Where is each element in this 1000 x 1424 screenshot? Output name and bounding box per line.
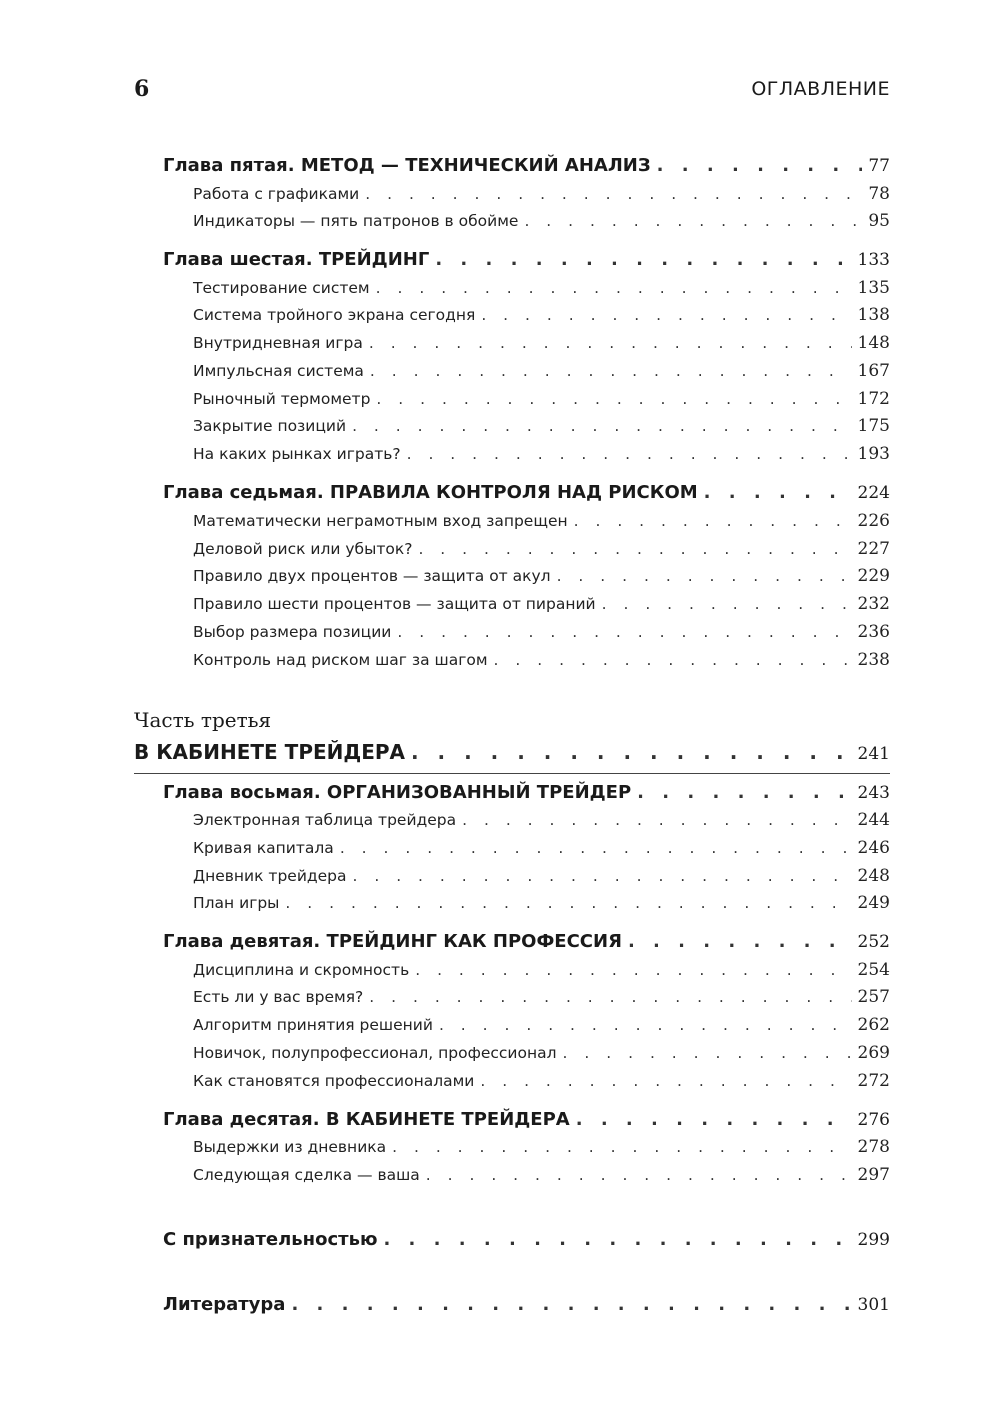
dot-leader — [291, 1294, 851, 1315]
toc-entry-title: Глава седьмая. ПРАВИЛА КОНТРОЛЯ НАД РИСКОМ — [163, 482, 698, 503]
toc-section[interactable] — [193, 1165, 890, 1185]
toc-entry-title: Деловой риск или убыток? — [193, 540, 413, 558]
toc-entry-title: Алгоритм принятия решений — [193, 1016, 433, 1034]
toc-section[interactable] — [193, 1071, 890, 1091]
dot-leader — [392, 1138, 851, 1156]
dot-leader — [637, 782, 851, 803]
toc-section[interactable] — [193, 333, 890, 353]
dot-leader — [370, 362, 852, 380]
dot-leader — [407, 445, 852, 463]
toc-page-number: 95 — [868, 211, 890, 231]
toc-chapter-9[interactable] — [163, 931, 890, 952]
toc-chapter-6[interactable] — [163, 249, 890, 270]
toc-part-3[interactable] — [134, 740, 890, 764]
toc-entry-title: Глава пятая. МЕТОД — ТЕХНИЧЕСКИЙ АНАЛИЗ — [163, 155, 651, 176]
toc-entry-title: План игры — [193, 894, 280, 912]
toc-section[interactable] — [193, 211, 890, 231]
toc-entry-title: Литература — [163, 1294, 286, 1315]
toc-section[interactable] — [193, 650, 890, 670]
toc-page-number: 232 — [857, 594, 890, 614]
toc-entry-title: Система тройного экрана сегодня — [193, 306, 476, 324]
toc-section[interactable] — [193, 622, 890, 642]
toc-entry-title: Внутридневная игра — [193, 334, 363, 352]
toc-section[interactable] — [193, 838, 890, 858]
toc-section[interactable] — [193, 810, 890, 830]
toc-entry-title: Правило двух процентов — защита от акул — [193, 567, 551, 585]
toc-entry-title: Электронная таблица трейдера — [193, 811, 457, 829]
toc-entry-title: Математически неграмотным вход запрещен — [193, 512, 568, 530]
toc-page-number: 299 — [857, 1230, 890, 1250]
dot-leader — [365, 185, 862, 203]
dot-leader — [574, 512, 852, 530]
page-number: 6 — [134, 76, 150, 102]
toc-entry-title: Рыночный термометр — [193, 390, 371, 408]
toc-page-number: 227 — [857, 539, 890, 559]
toc-entry-title: Дисциплина и скромность — [193, 961, 410, 979]
toc-entry-title: Есть ли у вас время? — [193, 988, 364, 1006]
toc-page-number: 297 — [857, 1165, 890, 1185]
dot-leader — [563, 1044, 852, 1062]
toc-section[interactable] — [193, 1137, 890, 1157]
dot-leader — [439, 1016, 852, 1034]
toc-entry-title: Кривая капитала — [193, 839, 334, 857]
dot-leader — [383, 1229, 851, 1250]
toc-entry-title: Закрытие позиций — [193, 417, 347, 435]
toc-page-number: 248 — [857, 866, 890, 886]
toc-page-number: 238 — [857, 650, 890, 670]
toc-section[interactable] — [193, 1015, 890, 1035]
toc-page-number: 78 — [868, 184, 890, 204]
dot-leader — [657, 155, 863, 176]
dot-leader — [557, 567, 852, 585]
toc-entry-title: На каких рынках играть? — [193, 445, 401, 463]
dot-leader — [576, 1109, 852, 1130]
toc-section[interactable] — [193, 444, 890, 464]
toc-page-number: 262 — [857, 1015, 890, 1035]
toc-entry-title: Импульсная система — [193, 362, 364, 380]
running-head: ОГЛАВЛЕНИЕ — [751, 78, 890, 100]
toc-section[interactable] — [193, 389, 890, 409]
toc-entry-title: Глава шестая. ТРЕЙДИНГ — [163, 249, 430, 270]
dot-leader — [602, 595, 852, 613]
dot-leader — [376, 390, 851, 408]
dot-leader — [340, 839, 852, 857]
toc-section[interactable] — [193, 278, 890, 298]
dot-leader — [435, 249, 851, 270]
toc-page-number: 269 — [857, 1043, 890, 1063]
toc-acknowledgments[interactable] — [163, 1229, 890, 1250]
toc-entry-title: Дневник трейдера — [193, 867, 347, 885]
toc-section[interactable] — [193, 893, 890, 913]
toc-entry-title: Новичок, полупрофессионал, профессионал — [193, 1044, 557, 1062]
toc-entry-title: Глава десятая. В КАБИНЕТЕ ТРЕЙДЕРА — [163, 1109, 570, 1130]
toc-page-number: 254 — [857, 960, 890, 980]
toc-entry-title: Глава девятая. ТРЕЙДИНГ КАК ПРОФЕССИЯ — [163, 931, 622, 952]
toc-page-number: 135 — [857, 278, 890, 298]
dot-leader — [369, 988, 851, 1006]
dot-leader — [376, 279, 852, 297]
dot-leader — [285, 894, 851, 912]
dot-leader — [628, 931, 852, 952]
toc-page-number: 241 — [857, 744, 890, 764]
toc-entry-title: Тестирование систем — [193, 279, 370, 297]
dot-leader — [480, 1072, 851, 1090]
toc-section[interactable] — [193, 305, 890, 325]
toc-page-number: 193 — [857, 444, 890, 464]
toc-section[interactable] — [193, 511, 890, 531]
dot-leader — [524, 212, 862, 230]
dot-leader — [415, 961, 851, 979]
part-label: Часть третья — [134, 708, 272, 732]
toc-page-number: 276 — [857, 1110, 890, 1130]
toc-section[interactable] — [193, 1043, 890, 1063]
toc-page-number: 77 — [868, 156, 890, 176]
toc-entry-title: Контроль над риском шаг за шагом — [193, 651, 488, 669]
dot-leader — [704, 482, 852, 503]
dot-leader — [397, 623, 851, 641]
dot-leader — [411, 740, 852, 764]
dot-leader — [481, 306, 851, 324]
toc-section[interactable] — [193, 539, 890, 559]
dot-leader — [369, 334, 852, 352]
toc-section[interactable] — [193, 416, 890, 436]
toc-page-number: 224 — [857, 483, 890, 503]
toc-page-number: 133 — [857, 250, 890, 270]
toc-chapter-7[interactable] — [163, 482, 890, 503]
toc-chapter-5[interactable] — [163, 155, 890, 176]
toc-entry-title: Выбор размера позиции — [193, 623, 392, 641]
toc-page-number: 229 — [857, 566, 890, 586]
toc-page-number: 301 — [857, 1295, 890, 1315]
toc-page-number: 226 — [857, 511, 890, 531]
toc-page-number: 249 — [857, 893, 890, 913]
toc-entry-title: С признательностью — [163, 1229, 378, 1250]
toc-section[interactable] — [193, 184, 890, 204]
toc-page-number: 257 — [857, 987, 890, 1007]
toc-page-number: 246 — [857, 838, 890, 858]
toc-entry-title: Правило шести процентов — защита от пираний — [193, 595, 596, 613]
toc-page-number: 148 — [857, 333, 890, 353]
toc-page-number: 138 — [857, 305, 890, 325]
toc-chapter-8[interactable] — [163, 782, 890, 803]
toc-section[interactable] — [193, 866, 890, 886]
toc-entry-title: Следующая сделка — ваша — [193, 1166, 420, 1184]
dot-leader — [462, 811, 851, 829]
toc-entry-title: Как становятся профессионалами — [193, 1072, 475, 1090]
toc-entry-title: Работа с графиками — [193, 185, 360, 203]
toc-literature[interactable] — [163, 1294, 890, 1315]
toc-page-number: 167 — [857, 361, 890, 381]
toc-page-number: 272 — [857, 1071, 890, 1091]
part-divider — [134, 773, 890, 774]
toc-section[interactable] — [193, 960, 890, 980]
toc-entry-title: В КАБИНЕТЕ ТРЕЙДЕРА — [134, 740, 405, 764]
toc-entry-title: Индикаторы — пять патронов в обойме — [193, 212, 519, 230]
toc-section[interactable] — [193, 987, 890, 1007]
toc-page-number: 243 — [857, 783, 890, 803]
toc-page-number: 175 — [857, 416, 890, 436]
toc-section[interactable] — [193, 566, 890, 586]
toc-section[interactable] — [193, 361, 890, 381]
toc-page-number: 236 — [857, 622, 890, 642]
toc-page-number: 244 — [857, 810, 890, 830]
dot-leader — [352, 867, 851, 885]
dot-leader — [418, 540, 851, 558]
toc-chapter-10[interactable] — [163, 1109, 890, 1130]
toc-page-number: 252 — [857, 932, 890, 952]
dot-leader — [494, 651, 852, 669]
dot-leader — [426, 1166, 852, 1184]
toc-entry-title: Выдержки из дневника — [193, 1138, 387, 1156]
toc-page-number: 278 — [857, 1137, 890, 1157]
dot-leader — [352, 417, 851, 435]
toc-section[interactable] — [193, 594, 890, 614]
toc-page-number: 172 — [857, 389, 890, 409]
toc-entry-title: Глава восьмая. ОРГАНИЗОВАННЫЙ ТРЕЙДЕР — [163, 782, 632, 803]
